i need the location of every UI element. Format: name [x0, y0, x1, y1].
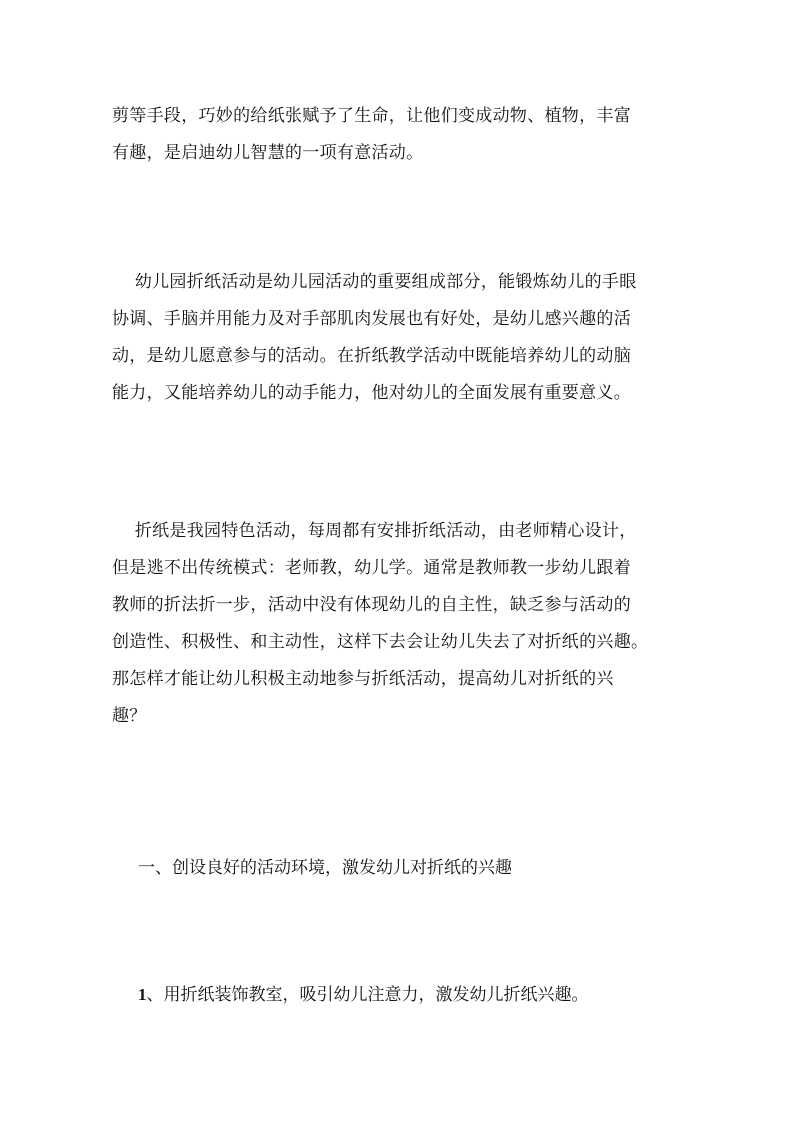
paragraph-line: 能力，又能培养幼儿的动手能力，他对幼儿的全面发展有重要意义。 [112, 383, 631, 403]
paragraph-line: 动，是幼儿愿意参与的活动。在折纸教学活动中既能培养幼儿的动脑 [112, 346, 631, 366]
paragraph-line: 那怎样才能让幼儿积极主动地参与折纸活动，提高幼儿对折纸的兴 [112, 669, 614, 689]
subsection-number: 1 [138, 985, 147, 1004]
paragraph-line: 幼儿园折纸活动是幼儿园活动的重要组成部分，能锻炼幼儿的手眼 [112, 272, 637, 292]
paragraph-3 [112, 513, 682, 735]
section-heading: 一、创设良好的活动环境，激发幼儿对折纸的兴趣 [138, 858, 512, 878]
paragraph-2 [112, 264, 682, 412]
paragraph-line: 教师的折法折一步，活动中没有体现幼儿的自主性，缺乏参与活动的 [112, 595, 631, 615]
paragraph-line: 折纸是我园特色活动，每周都有安排折纸活动，由老师精心设计， [112, 521, 637, 541]
paragraph-line: 但是逃不出传统模式：老师教，幼儿学。通常是教师教一步幼儿跟着 [112, 558, 631, 578]
subsection-heading [138, 976, 589, 1014]
paragraph-line: 剪等手段，巧妙的给纸张赋予了生命，让他们变成动物、植物，丰富 [112, 106, 631, 126]
paragraph-line: 趣？ [112, 706, 147, 726]
paragraph-line: 创造性、积极性、和主动性，这样下去会让幼儿失去了对折纸的兴趣。 [112, 632, 649, 652]
paragraph-line: 协调、手脑并用能力及对手部肌肉发展也有好处，是幼儿感兴趣的活 [112, 309, 631, 329]
paragraph-line: 有趣，是启迪幼儿智慧的一项有意活动。 [112, 143, 424, 163]
subsection-text: 、用折纸装饰教室，吸引幼儿注意力，激发幼儿折纸兴趣。 [146, 985, 589, 1005]
paragraph-1 [112, 98, 682, 172]
